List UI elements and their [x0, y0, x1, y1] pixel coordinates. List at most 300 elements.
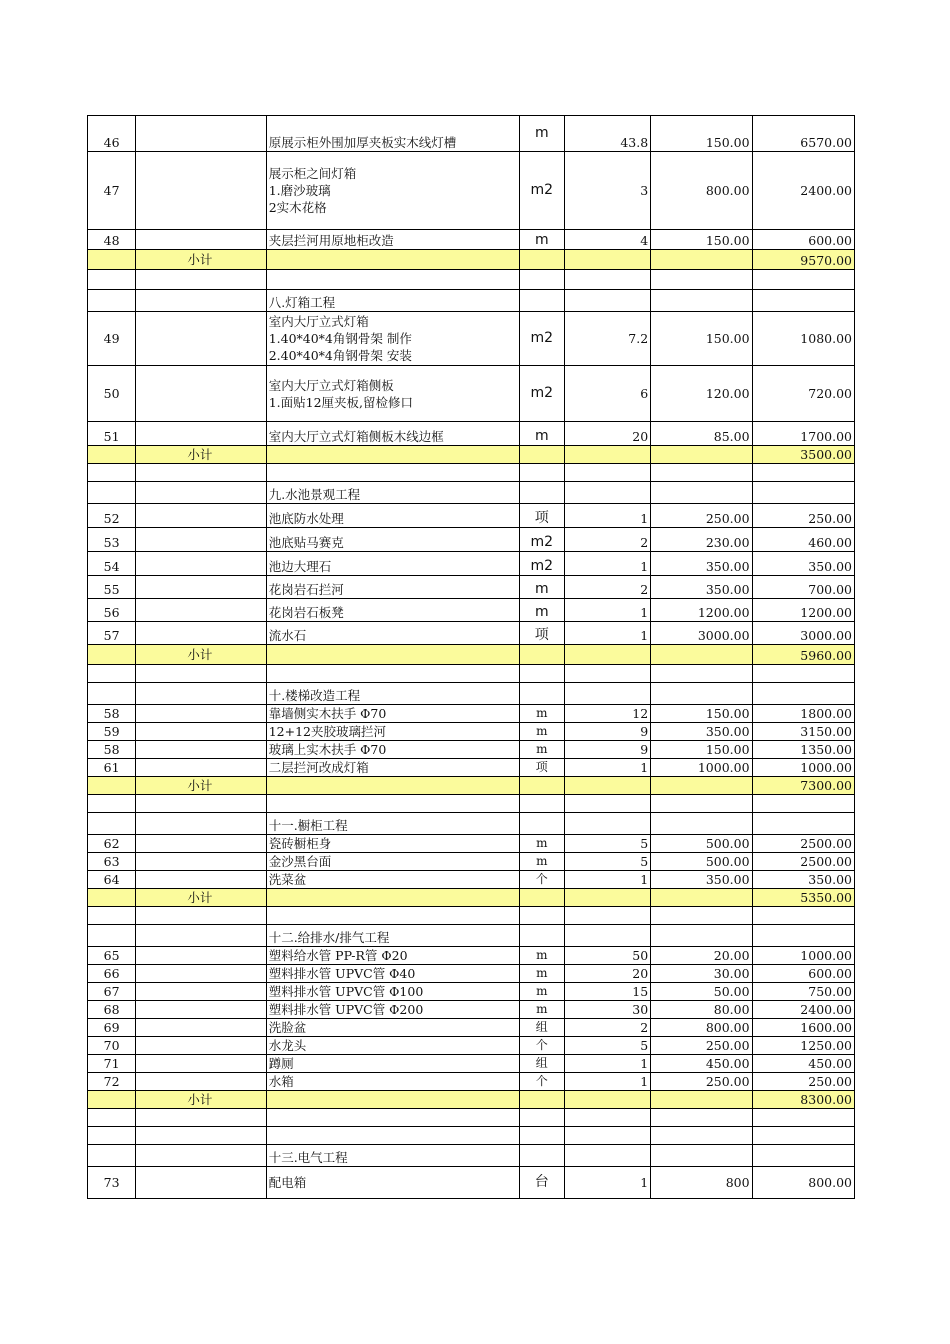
empty-cell	[136, 813, 267, 835]
unit-cell: m	[519, 983, 564, 1001]
blank-cell	[564, 270, 650, 290]
empty-cell	[136, 1019, 267, 1037]
blank-cell	[651, 270, 752, 290]
table-row	[88, 366, 855, 422]
unit-cell: m2	[519, 152, 564, 230]
table-row	[88, 965, 855, 983]
amount-cell	[752, 1145, 854, 1167]
amount-cell: 600.00	[752, 965, 854, 983]
empty-cell	[136, 312, 267, 366]
table-row	[88, 290, 855, 312]
unit-price-cell: 50.00	[651, 983, 752, 1001]
quantity-cell: 1	[564, 1055, 650, 1073]
item-name-cell	[266, 576, 519, 599]
empty-cell	[136, 152, 267, 230]
blank-cell	[519, 665, 564, 683]
quantity-cell: 1	[564, 504, 650, 528]
quantity-cell: 30	[564, 1001, 650, 1019]
subtotal-empty-cell	[564, 250, 650, 270]
quantity-cell: 12	[564, 705, 650, 723]
item-number-cell: 70	[88, 1037, 136, 1055]
subtotal-empty-cell	[519, 645, 564, 665]
unit-price-cell	[651, 1145, 752, 1167]
table-row	[88, 422, 855, 446]
item-number-cell: 49	[88, 312, 136, 366]
item-name-line: 夹层拦河用原地柜改造	[268, 233, 394, 248]
item-name-cell	[266, 723, 519, 741]
unit-cell: 台	[519, 1167, 564, 1199]
quantity-cell: 1	[564, 1073, 650, 1091]
blank-cell	[564, 665, 650, 683]
amount-cell: 1600.00	[752, 1019, 854, 1037]
unit-price-cell: 250.00	[651, 1073, 752, 1091]
subtotal-empty-cell	[564, 889, 650, 907]
blank-cell	[651, 1127, 752, 1145]
blank-cell	[564, 795, 650, 813]
quantity-cell: 2	[564, 576, 650, 599]
item-name-line: 池边大理石	[268, 559, 332, 574]
table-row	[88, 705, 855, 723]
subtotal-row	[88, 645, 855, 665]
item-name-cell	[266, 871, 519, 889]
subtotal-empty-cell	[651, 645, 752, 665]
unit-cell: m	[519, 422, 564, 446]
item-number-cell	[88, 290, 136, 312]
empty-cell	[136, 528, 267, 552]
table-row	[88, 759, 855, 777]
empty-cell	[136, 1037, 267, 1055]
item-name-cell	[266, 813, 519, 835]
blank-cell	[136, 1109, 267, 1127]
quantity-cell: 9	[564, 741, 650, 759]
table-row	[88, 1001, 855, 1019]
item-number-cell: 66	[88, 965, 136, 983]
subtotal-empty-cell	[88, 1091, 136, 1109]
unit-price-cell: 250.00	[651, 1037, 752, 1055]
unit-cell: m	[519, 723, 564, 741]
subtotal-empty-cell	[519, 446, 564, 464]
item-number-cell	[88, 482, 136, 504]
blank-cell	[651, 795, 752, 813]
item-name-cell	[266, 983, 519, 1001]
unit-price-cell: 120.00	[651, 366, 752, 422]
unit-price-cell: 350.00	[651, 723, 752, 741]
quantity-cell: 1	[564, 552, 650, 576]
item-name-cell	[266, 622, 519, 645]
item-name-line: 二层拦河改成灯箱	[268, 760, 369, 775]
subtotal-amount: 9570.00	[752, 250, 854, 270]
blank-cell	[136, 464, 267, 482]
unit-cell: m	[519, 853, 564, 871]
item-name-cell	[266, 1055, 519, 1073]
item-name-line: 十一.橱柜工程	[268, 818, 348, 833]
subtotal-empty-cell	[266, 1091, 519, 1109]
subtotal-empty-cell	[519, 889, 564, 907]
empty-cell	[136, 622, 267, 645]
item-number-cell: 62	[88, 835, 136, 853]
item-name-cell	[266, 552, 519, 576]
unit-price-cell: 230.00	[651, 528, 752, 552]
item-name-cell	[266, 683, 519, 705]
subtotal-empty-cell	[266, 889, 519, 907]
subtotal-empty-cell	[519, 1091, 564, 1109]
amount-cell: 350.00	[752, 552, 854, 576]
amount-cell: 2500.00	[752, 835, 854, 853]
item-name-line: 塑料给水管 PP-R管 Φ20	[268, 948, 408, 963]
table-row	[88, 1037, 855, 1055]
empty-cell	[136, 947, 267, 965]
table-row	[88, 482, 855, 504]
item-number-cell: 71	[88, 1055, 136, 1073]
item-name-line: 水龙头	[268, 1038, 307, 1053]
item-name-cell	[266, 1001, 519, 1019]
subtotal-empty-cell	[88, 889, 136, 907]
item-name-line: 花岗岩石拦河	[268, 582, 344, 597]
item-name-cell	[266, 230, 519, 250]
blank-cell	[519, 795, 564, 813]
empty-cell	[136, 504, 267, 528]
empty-cell	[136, 599, 267, 622]
unit-price-cell: 150.00	[651, 116, 752, 152]
item-name-cell	[266, 599, 519, 622]
blank-cell	[266, 907, 519, 925]
item-number-cell: 64	[88, 871, 136, 889]
empty-cell	[136, 116, 267, 152]
table-row	[88, 528, 855, 552]
blank-cell	[266, 464, 519, 482]
blank-cell	[136, 665, 267, 683]
blank-cell	[88, 907, 136, 925]
empty-cell	[136, 683, 267, 705]
amount-cell	[752, 683, 854, 705]
item-name-line: 原展示柜外围加厚夹板实木线灯槽	[268, 135, 457, 150]
blank-cell	[651, 665, 752, 683]
quantity-cell	[564, 683, 650, 705]
subtotal-empty-cell	[88, 645, 136, 665]
subtotal-amount: 8300.00	[752, 1091, 854, 1109]
unit-cell: 组	[519, 1019, 564, 1037]
item-number-cell: 51	[88, 422, 136, 446]
blank-row	[88, 795, 855, 813]
empty-cell	[136, 552, 267, 576]
item-number-cell: 57	[88, 622, 136, 645]
amount-cell: 600.00	[752, 230, 854, 250]
item-number-cell: 68	[88, 1001, 136, 1019]
unit-cell: m	[519, 116, 564, 152]
blank-row	[88, 464, 855, 482]
item-number-cell: 50	[88, 366, 136, 422]
item-number-cell: 65	[88, 947, 136, 965]
amount-cell: 460.00	[752, 528, 854, 552]
subtotal-label: 小计	[136, 446, 267, 464]
item-number-cell: 59	[88, 723, 136, 741]
unit-price-cell: 1200.00	[651, 599, 752, 622]
item-name-line: 九.水池景观工程	[268, 487, 361, 502]
blank-cell	[564, 1127, 650, 1145]
item-name-cell	[266, 366, 519, 422]
item-name-line: 蹲厕	[268, 1056, 294, 1071]
subtotal-amount: 3500.00	[752, 446, 854, 464]
table-row	[88, 152, 855, 230]
empty-cell	[136, 853, 267, 871]
item-name-line: 配电箱	[268, 1175, 307, 1190]
unit-cell: m	[519, 576, 564, 599]
blank-cell	[266, 795, 519, 813]
item-name-line: 靠墙侧实木扶手 Φ70	[268, 706, 387, 721]
table-row	[88, 983, 855, 1001]
item-number-cell: 47	[88, 152, 136, 230]
unit-cell: m2	[519, 312, 564, 366]
budget-table	[87, 115, 855, 1199]
item-number-cell: 55	[88, 576, 136, 599]
amount-cell: 6570.00	[752, 116, 854, 152]
amount-cell	[752, 925, 854, 947]
quantity-cell: 1	[564, 599, 650, 622]
item-name-cell	[266, 152, 519, 230]
table-row	[88, 599, 855, 622]
quantity-cell: 15	[564, 983, 650, 1001]
subtotal-empty-cell	[651, 250, 752, 270]
empty-cell	[136, 366, 267, 422]
empty-cell	[136, 422, 267, 446]
empty-cell	[136, 723, 267, 741]
item-name-line: 十二.给排水/排气工程	[268, 930, 390, 945]
item-number-cell: 48	[88, 230, 136, 250]
quantity-cell: 1	[564, 871, 650, 889]
unit-cell	[519, 925, 564, 947]
blank-cell	[564, 464, 650, 482]
table-row	[88, 813, 855, 835]
item-name-line: 展示柜之间灯箱	[268, 166, 357, 181]
item-name-cell	[266, 925, 519, 947]
item-number-cell: 67	[88, 983, 136, 1001]
quantity-cell: 2	[564, 1019, 650, 1037]
item-name-cell	[266, 741, 519, 759]
subtotal-empty-cell	[651, 889, 752, 907]
empty-cell	[136, 290, 267, 312]
subtotal-amount: 7300.00	[752, 777, 854, 795]
subtotal-empty-cell	[564, 446, 650, 464]
empty-cell	[136, 835, 267, 853]
unit-cell: m	[519, 947, 564, 965]
unit-price-cell: 450.00	[651, 1055, 752, 1073]
item-number-cell	[88, 925, 136, 947]
subtotal-label: 小计	[136, 1091, 267, 1109]
blank-cell	[519, 1109, 564, 1127]
blank-cell	[752, 665, 854, 683]
subtotal-row	[88, 777, 855, 795]
blank-row	[88, 907, 855, 925]
quantity-cell: 5	[564, 835, 650, 853]
item-name-line: 瓷砖橱柜身	[268, 836, 332, 851]
unit-price-cell: 350.00	[651, 552, 752, 576]
amount-cell: 1800.00	[752, 705, 854, 723]
amount-cell	[752, 482, 854, 504]
quantity-cell: 9	[564, 723, 650, 741]
item-name-line: 十.楼梯改造工程	[268, 688, 361, 703]
blank-cell	[519, 464, 564, 482]
unit-price-cell	[651, 813, 752, 835]
unit-price-cell: 800.00	[651, 1019, 752, 1037]
unit-cell: 个	[519, 1037, 564, 1055]
blank-cell	[266, 1109, 519, 1127]
subtotal-row	[88, 889, 855, 907]
item-name-line: 洗菜盆	[268, 872, 307, 887]
unit-cell: m	[519, 1001, 564, 1019]
item-number-cell: 72	[88, 1073, 136, 1091]
item-number-cell: 46	[88, 116, 136, 152]
item-number-cell: 58	[88, 741, 136, 759]
unit-cell: 个	[519, 871, 564, 889]
blank-cell	[752, 270, 854, 290]
subtotal-empty-cell	[519, 777, 564, 795]
unit-price-cell: 20.00	[651, 947, 752, 965]
table-row	[88, 947, 855, 965]
empty-cell	[136, 759, 267, 777]
unit-cell: m	[519, 599, 564, 622]
amount-cell: 3150.00	[752, 723, 854, 741]
empty-cell	[136, 482, 267, 504]
item-name-line: 2.40*40*4角钢骨架 安装	[268, 348, 412, 363]
unit-cell: 项	[519, 759, 564, 777]
amount-cell: 750.00	[752, 983, 854, 1001]
quantity-cell: 43.8	[564, 116, 650, 152]
quantity-cell	[564, 482, 650, 504]
subtotal-empty-cell	[88, 777, 136, 795]
empty-cell	[136, 230, 267, 250]
table-row	[88, 835, 855, 853]
item-number-cell: 63	[88, 853, 136, 871]
item-name-cell	[266, 1167, 519, 1199]
quantity-cell: 1	[564, 622, 650, 645]
item-name-line: 1.磨沙玻璃	[268, 183, 331, 198]
table-row	[88, 312, 855, 366]
empty-cell	[136, 705, 267, 723]
quantity-cell: 1	[564, 759, 650, 777]
table-row	[88, 1167, 855, 1199]
item-name-cell	[266, 1073, 519, 1091]
unit-price-cell: 1000.00	[651, 759, 752, 777]
amount-cell	[752, 290, 854, 312]
amount-cell: 1080.00	[752, 312, 854, 366]
amount-cell: 700.00	[752, 576, 854, 599]
unit-price-cell: 800	[651, 1167, 752, 1199]
item-name-line: 塑料排水管 UPVC管 Φ100	[268, 984, 424, 999]
table-row	[88, 741, 855, 759]
empty-cell	[136, 1001, 267, 1019]
amount-cell: 1350.00	[752, 741, 854, 759]
item-name-line: 塑料排水管 UPVC管 Φ200	[268, 1002, 424, 1017]
blank-cell	[266, 665, 519, 683]
item-number-cell: 53	[88, 528, 136, 552]
item-name-cell	[266, 312, 519, 366]
subtotal-empty-cell	[564, 645, 650, 665]
blank-cell	[266, 270, 519, 290]
blank-cell	[519, 907, 564, 925]
unit-cell	[519, 683, 564, 705]
empty-cell	[136, 576, 267, 599]
amount-cell: 3000.00	[752, 622, 854, 645]
subtotal-row	[88, 250, 855, 270]
amount-cell: 1250.00	[752, 1037, 854, 1055]
subtotal-empty-cell	[519, 250, 564, 270]
amount-cell: 250.00	[752, 504, 854, 528]
item-name-cell	[266, 422, 519, 446]
amount-cell	[752, 813, 854, 835]
item-name-cell	[266, 504, 519, 528]
item-name-cell	[266, 853, 519, 871]
table-row	[88, 230, 855, 250]
blank-cell	[519, 1127, 564, 1145]
blank-cell	[519, 270, 564, 290]
amount-cell: 350.00	[752, 871, 854, 889]
blank-cell	[88, 1109, 136, 1127]
blank-cell	[136, 270, 267, 290]
blank-cell	[266, 1127, 519, 1145]
unit-price-cell: 500.00	[651, 853, 752, 871]
unit-price-cell: 150.00	[651, 741, 752, 759]
item-name-cell	[266, 759, 519, 777]
item-name-line: 水箱	[268, 1074, 294, 1089]
empty-cell	[136, 925, 267, 947]
unit-cell: m2	[519, 552, 564, 576]
quantity-cell: 6	[564, 366, 650, 422]
item-name-cell	[266, 290, 519, 312]
table-row	[88, 504, 855, 528]
unit-price-cell: 85.00	[651, 422, 752, 446]
empty-cell	[136, 983, 267, 1001]
subtotal-row	[88, 1091, 855, 1109]
unit-price-cell: 30.00	[651, 965, 752, 983]
unit-price-cell	[651, 925, 752, 947]
subtotal-empty-cell	[564, 1091, 650, 1109]
blank-cell	[564, 907, 650, 925]
subtotal-amount: 5350.00	[752, 889, 854, 907]
quantity-cell: 5	[564, 853, 650, 871]
subtotal-label: 小计	[136, 645, 267, 665]
quantity-cell: 4	[564, 230, 650, 250]
quantity-cell: 2	[564, 528, 650, 552]
unit-price-cell: 800.00	[651, 152, 752, 230]
item-name-cell	[266, 482, 519, 504]
unit-cell: m	[519, 741, 564, 759]
subtotal-label: 小计	[136, 250, 267, 270]
unit-price-cell: 80.00	[651, 1001, 752, 1019]
item-number-cell: 58	[88, 705, 136, 723]
unit-price-cell	[651, 482, 752, 504]
empty-cell	[136, 1055, 267, 1073]
unit-price-cell: 350.00	[651, 576, 752, 599]
blank-cell	[752, 795, 854, 813]
item-name-line: 室内大厅立式灯箱侧板	[268, 377, 394, 393]
blank-cell	[136, 795, 267, 813]
unit-price-cell: 150.00	[651, 312, 752, 366]
unit-price-cell: 150.00	[651, 705, 752, 723]
quantity-cell	[564, 925, 650, 947]
quantity-cell	[564, 813, 650, 835]
blank-cell	[651, 1109, 752, 1127]
amount-cell: 800.00	[752, 1167, 854, 1199]
subtotal-empty-cell	[651, 777, 752, 795]
item-number-cell	[88, 683, 136, 705]
item-name-cell	[266, 1145, 519, 1167]
quantity-cell: 50	[564, 947, 650, 965]
blank-cell	[88, 1127, 136, 1145]
quantity-cell	[564, 290, 650, 312]
blank-cell	[651, 907, 752, 925]
item-name-line: 八.灯箱工程	[268, 295, 336, 310]
amount-cell: 1200.00	[752, 599, 854, 622]
